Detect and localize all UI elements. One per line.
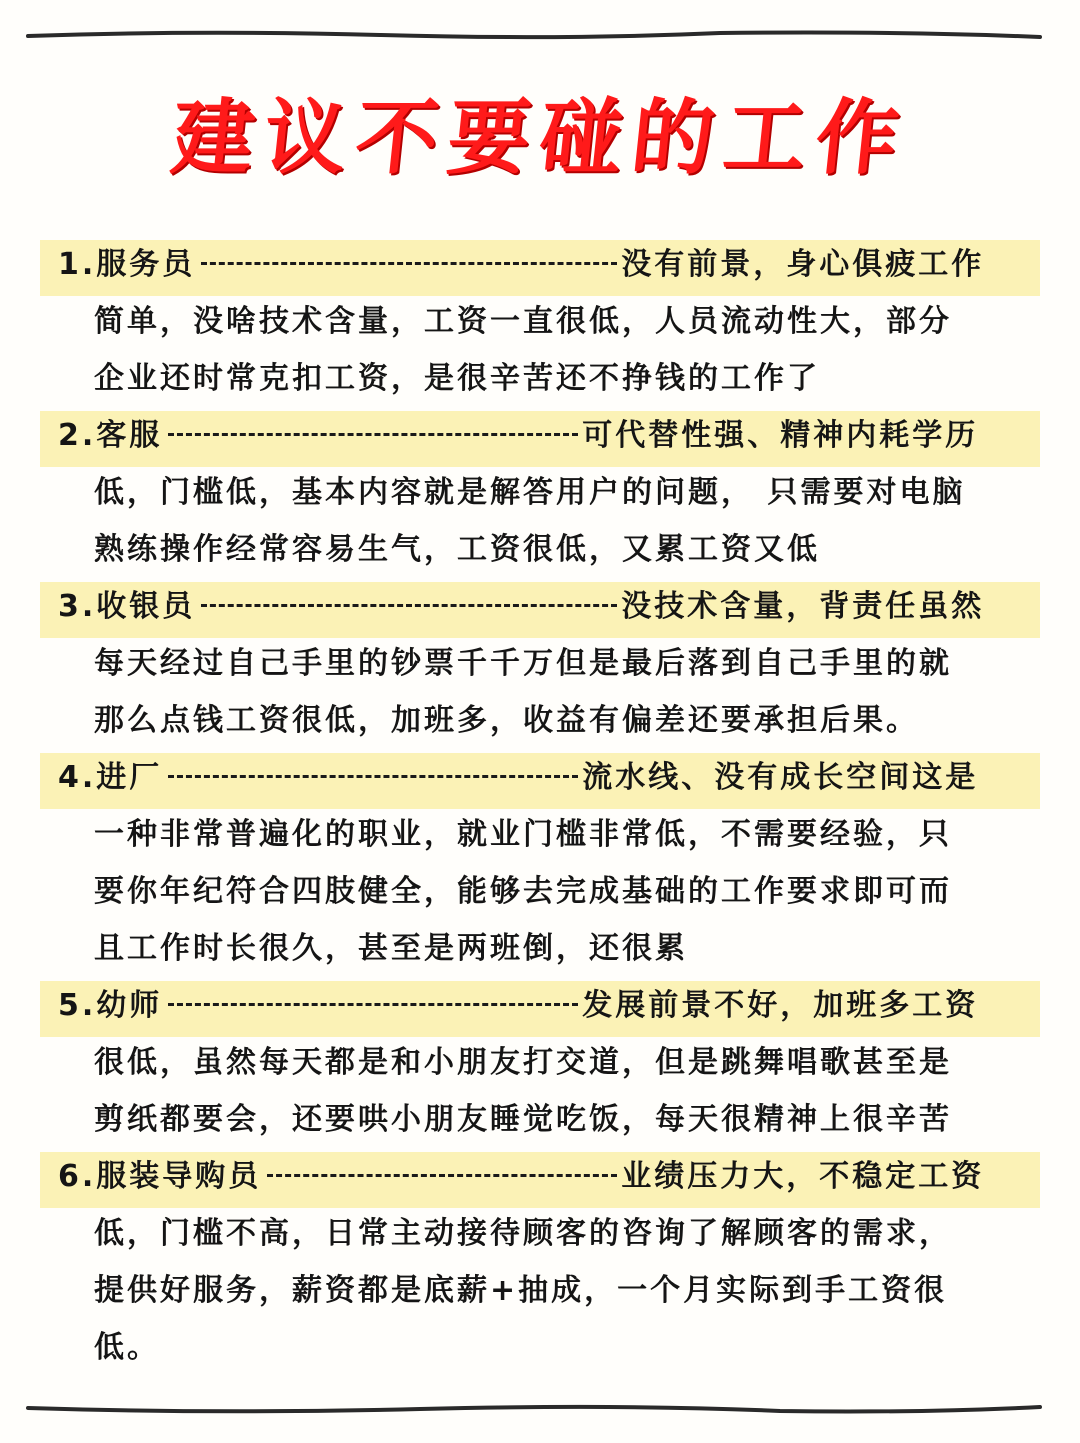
item-name: 服装导购员 xyxy=(96,1159,262,1194)
item-number: 3. xyxy=(58,589,97,624)
dashed-leader xyxy=(168,775,578,778)
item-number: 1. xyxy=(58,247,97,282)
item-description-line: 没有前景，身心俱疲工作 xyxy=(621,247,985,282)
item-description-line: 业绩压力大，不稳定工资 xyxy=(621,1159,985,1194)
item-number: 2. xyxy=(58,418,97,453)
dashed-leader xyxy=(168,1003,578,1006)
item-name: 进厂 xyxy=(96,760,163,795)
dashed-leader xyxy=(267,1174,617,1177)
item-name: 客服 xyxy=(96,418,163,453)
item-number: 6. xyxy=(58,1159,97,1194)
item-description-line: 且工作时长很久，甚至是两班倒，还很累 xyxy=(94,931,688,966)
item-description-line: 那么点钱工资很低，加班多，收益有偏差还要承担后果。 xyxy=(94,703,919,738)
item-number: 5. xyxy=(58,988,97,1023)
item-name: 幼师 xyxy=(96,988,163,1023)
page-title: 建议不要碰的工作 xyxy=(167,91,914,186)
dashed-leader xyxy=(168,433,578,436)
item-description-line: 剪纸都要会，还要哄小朋友睡觉吃饭，每天很精神上很辛苦 xyxy=(94,1102,952,1137)
item-name: 服务员 xyxy=(96,247,196,282)
item-description-line: 流水线、没有成长空间这是 xyxy=(582,760,979,795)
item-description-line: 一种非常普遍化的职业，就业门槛非常低，不需要经验，只 xyxy=(94,817,952,852)
item-description-line: 很低，虽然每天都是和小朋友打交道，但是跳舞唱歌甚至是 xyxy=(94,1045,952,1080)
item-description-line: 低，门槛不高，日常主动接待顾客的咨询了解顾客的需求， xyxy=(94,1216,952,1251)
item-description-line: 没技术含量，背责任虽然 xyxy=(621,589,985,624)
item-description-line: 简单，没啥技术含量，工资一直很低，人员流动性大，部分 xyxy=(94,304,952,339)
item-description-line: 熟练操作经常容易生气，工资很低，又累工资又低 xyxy=(94,532,820,567)
dashed-leader xyxy=(201,262,617,265)
item-description-line: 要你年纪符合四肢健全，能够去完成基础的工作要求即可而 xyxy=(94,874,952,909)
item-description-line: 发展前景不好，加班多工资 xyxy=(582,988,979,1023)
dashed-leader xyxy=(201,604,617,607)
item-name: 收银员 xyxy=(96,589,196,624)
item-number: 4. xyxy=(58,760,97,795)
item-description-line: 企业还时常克扣工资，是很辛苦还不挣钱的工作了 xyxy=(94,361,820,396)
item-description-line: 提供好服务，薪资都是底薪+抽成，一个月实际到手工资很 xyxy=(94,1273,948,1308)
bottom-divider xyxy=(0,1398,1080,1422)
top-divider xyxy=(0,22,1080,46)
item-description-line: 可代替性强、精神内耗学历 xyxy=(582,418,979,453)
item-description-line: 低，门槛低，基本内容就是解答用户的问题， 只需要对电脑 xyxy=(94,475,966,510)
item-description-line: 低。 xyxy=(94,1330,160,1365)
item-description-line: 每天经过自己手里的钞票千千万但是最后落到自己手里的就 xyxy=(94,646,952,681)
